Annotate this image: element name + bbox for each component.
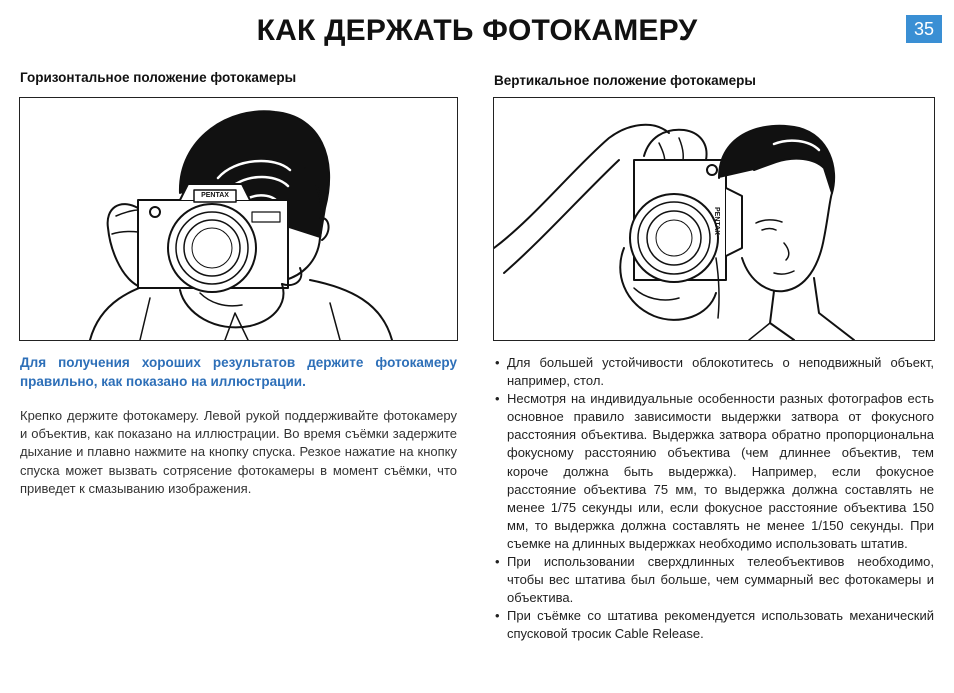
bullet-icon: •	[495, 391, 500, 407]
horizontal-body-paragraph: Крепко держите фотокамеру. Левой рукой поддерживайте фотокамеру и объектив, как показано на иллюстрации. Во время съёмки задержите дыхание и плавно нажмите на кнопку спуска. Резкое нажатие на кнопку спуска может вызвать сотрясение фотокамеры в момент съёмки, что приведет к смазыванию изображения.	[20, 408, 457, 496]
horizontal-subheading: Горизонтальное положение фотокамеры	[20, 70, 297, 85]
vertical-grip-illustration	[493, 97, 935, 341]
list-item: • При использовании сверхдлинных телеобъективов необходимо, чтобы вес штатива был больше, чем суммарный вес фотокамеры и объектива.	[495, 554, 934, 606]
intro-paragraph: Для получения хороших результатов держите фотокамеру правильно, как показано на иллюстрации.	[20, 355, 457, 389]
list-item: • Для большей устойчивости облокотитесь о неподвижный объект, например, стол.	[495, 355, 934, 389]
bullet-icon: •	[495, 355, 500, 370]
list-item: • Несмотря на индивидуальные особенности разных фотографов есть основное правило зависимости выдержки затвора от фокусного расстояния объектива. Выдержка затвора обратно пропорциональна фокусному расстоянию объектива (чем длиннее объектив, тем короче должна быть выдержка). Например, если фокусное расстояние объектива 75 мм, то выдержка должна составлять не менее 1/75 секунды или, если фокусное расстояние объектива 150 мм, то выдержка должна составлять не менее 1/150 секунды. При съемке на длинных выдержках необходимо использовать штатив.	[495, 391, 934, 551]
page-number-badge: 35	[906, 15, 942, 43]
page-title: КАК ДЕРЖАТЬ ФОТОКАМЕРУ	[256, 14, 698, 47]
vertical-subheading: Вертикальное положение фотокамеры	[494, 73, 756, 88]
horizontal-grip-illustration	[19, 97, 458, 341]
list-item: • При съёмке со штатива рекомендуется использовать механический спусковой тросик Cable Release.	[495, 608, 934, 642]
vertical-tips-list	[494, 354, 934, 644]
bullet-icon: •	[495, 608, 500, 624]
bullet-icon: •	[495, 554, 500, 570]
camera-brand-label-left: PENTAX	[201, 192, 229, 199]
camera-brand-label-right: PENTAX	[713, 207, 720, 235]
